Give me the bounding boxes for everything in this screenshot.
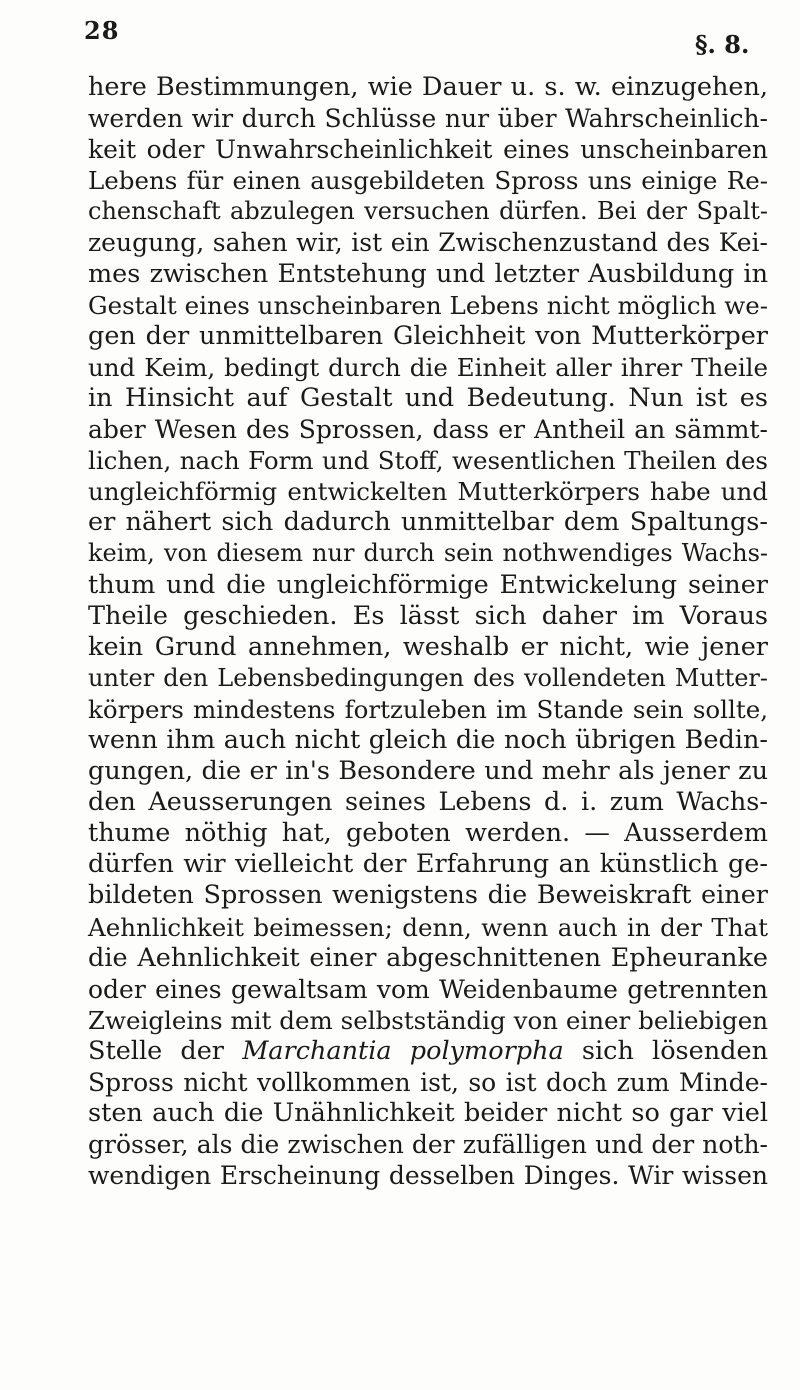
text-line: gungen, die er in's Besondere und mehr als jener zu bbox=[88, 756, 768, 787]
text-line: keit oder Unwahrscheinlichkeit eines unscheinbaren bbox=[88, 135, 768, 165]
text-line: in Hinsicht auf Gestalt und Bedeutung. Nun ist es bbox=[88, 382, 768, 413]
text-line: wenn ihm auch nicht gleich die noch übrigen Bedin- bbox=[88, 724, 768, 755]
species-name: Marchantia polymorpha bbox=[242, 1035, 564, 1066]
section-marker: §. 8. bbox=[695, 30, 750, 59]
text-line: oder eines gewaltsam vom Weidenbaume getrennten bbox=[88, 974, 768, 1004]
text-line: chenschaft abzulegen versuchen dürfen. Bei der Spalt- bbox=[88, 197, 768, 226]
text-line: wendigen Erscheinung desselben Dinges. Wir wissen bbox=[88, 1161, 768, 1191]
text-line: und Keim, bedingt durch die Einheit aller ihrer Theile bbox=[88, 352, 768, 382]
text-segment: Stelle der bbox=[88, 1035, 224, 1066]
text-line: den Aeusserungen seines Lebens d. i. zum Wachs- bbox=[88, 787, 768, 818]
text-line-with-species-name bbox=[88, 1036, 768, 1067]
text-line: Gestalt eines unscheinbaren Lebens nicht möglich we- bbox=[88, 290, 768, 320]
text-line: Spross nicht vollkommen ist, so ist doch zum Minde- bbox=[88, 1068, 768, 1097]
text-line: die Aehnlichkeit einer abgeschnittenen Epheuranke bbox=[88, 942, 768, 973]
text-line: zeugung, sahen wir, ist ein Zwischenzustand des Kei- bbox=[88, 228, 768, 258]
text-line: lichen, nach Form und Stoff, wesentlichen Theilen des bbox=[88, 446, 768, 476]
text-line: bildeten Sprossen wenigstens die Beweiskraft einer bbox=[88, 880, 768, 911]
text-line: körpers mindestens fortzuleben im Stande sein sollte, bbox=[88, 694, 768, 724]
text-line: mes zwischen Entstehung und letzter Ausbildung in bbox=[88, 258, 768, 289]
text-line: gen der unmittelbaren Gleichheit von Mutterkörper bbox=[88, 320, 768, 351]
text-line: aber Wesen des Sprossen, dass er Antheil an sämmt- bbox=[88, 415, 768, 445]
body-text bbox=[88, 72, 768, 1191]
text-line: here Bestimmungen, wie Dauer u. s. w. einzugehen, bbox=[88, 72, 768, 102]
page-number: 28 bbox=[84, 16, 120, 45]
text-line: dürfen wir vielleicht der Erfahrung an künstlich ge- bbox=[88, 849, 768, 880]
text-line: werden wir durch Schlüsse nur über Wahrscheinlich- bbox=[88, 104, 768, 134]
text-line: kein Grund annehmen, weshalb er nicht, wie jener bbox=[88, 631, 768, 662]
text-segment: sich lösenden bbox=[581, 1035, 768, 1066]
text-line: er nähert sich dadurch unmittelbar dem Spaltungs- bbox=[88, 507, 768, 538]
text-line: grösser, als die zwischen der zufälligen und der noth- bbox=[88, 1130, 768, 1160]
text-line: Lebens für einen ausgebildeten Spross uns einige Re- bbox=[88, 166, 768, 196]
text-line: keim, von diesem nur durch sein nothwendiges Wachs- bbox=[88, 539, 768, 568]
text-line: thum und die ungleichförmige Entwickelung seiner bbox=[88, 569, 768, 600]
text-line: unter den Lebensbedingungen des vollendeten Mutter- bbox=[88, 663, 768, 692]
text-line: Theile geschieden. Es lässt sich daher im Voraus bbox=[88, 600, 768, 631]
text-line: thume nöthig hat, geboten werden. — Ausserdem bbox=[88, 818, 768, 849]
text-line: Aehnlichkeit beimessen; denn, wenn auch in der That bbox=[88, 912, 768, 942]
text-line: sten auch die Unähnlichkeit beider nicht so gar viel bbox=[88, 1098, 768, 1129]
text-line: ungleichförmig entwickelten Mutterkörpers habe und bbox=[88, 477, 768, 507]
text-line: Zweigleins mit dem selbstständig von einer beliebigen bbox=[88, 1005, 768, 1035]
